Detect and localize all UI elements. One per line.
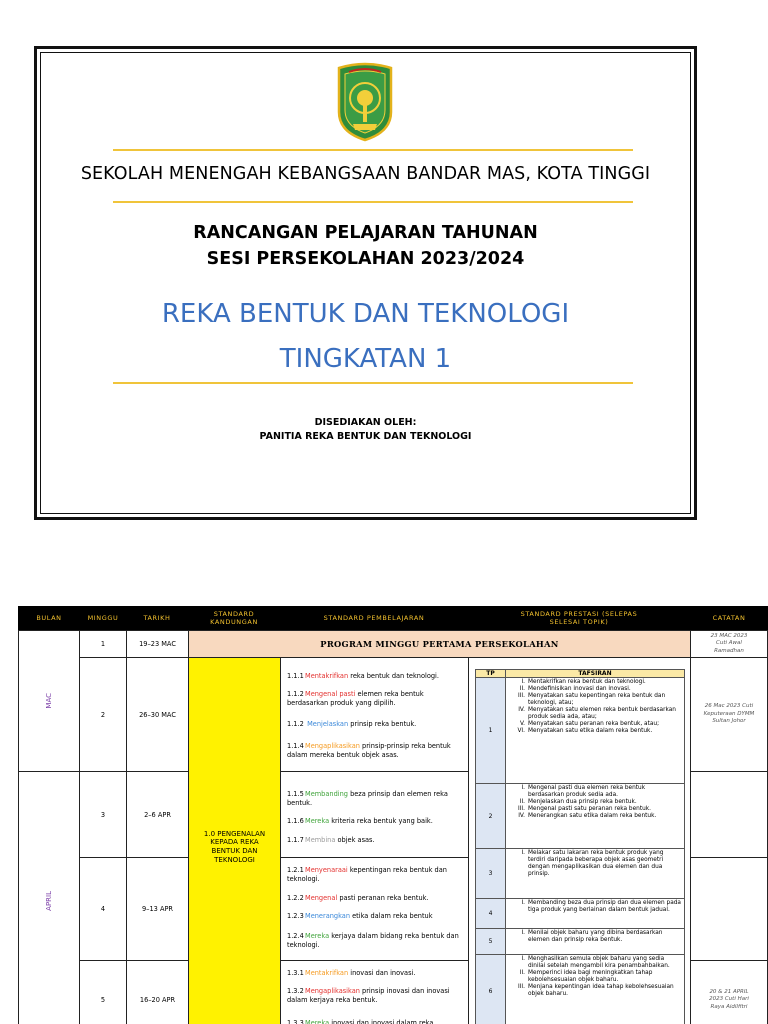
sp-item: 1.2.3Menerangkan etika dalam reka bentuk bbox=[287, 912, 433, 920]
standard-kandungan-topic: 1.0 PENGENALAN KEPADA REKA BENTUK DAN TEKNOLOGI bbox=[188, 657, 281, 1024]
tafsiran-text: I. Menghasilkan semula objek baharu yang sedia dinilai setelah mengambil kira penambahbaikan. II. Memperinci idea bagi meningkatkan tahap kebolehsesuaian objek baharu. III. Menjana kepentingan idea tahap kebolehsesuaian objek baharu. bbox=[505, 954, 685, 1024]
week-date: 9–13 APR bbox=[126, 857, 189, 961]
catatan-note: 20 & 21 APRIL 2023 Cuti Hari Raya Aidilfitri bbox=[690, 960, 768, 1024]
sp-item: 1.2.4Mereka kerjaya dalam bidang reka bentuk dan teknologi. bbox=[287, 932, 459, 949]
plan-title: RANCANGAN PELAJARAN TAHUNAN bbox=[193, 223, 538, 243]
week-date: 26–30 MAC bbox=[126, 657, 189, 772]
sp-item: 1.1.5Membanding beza prinsip dan elemen reka bentuk. bbox=[287, 790, 448, 807]
session-title: SESI PERSEKOLAHAN 2023/2024 bbox=[206, 249, 525, 269]
sp-item: 1.1.6Mereka kriteria reka bentuk yang baik. bbox=[287, 817, 433, 825]
sp-cell-week5 bbox=[280, 960, 469, 1024]
catatan-cell bbox=[690, 771, 768, 858]
week-date: 19–23 MAC bbox=[126, 630, 189, 658]
tp-level: 5 bbox=[475, 928, 506, 955]
month-label: APRIL bbox=[45, 891, 53, 911]
week-date: 16–20 APR bbox=[126, 960, 189, 1024]
header-catatan: CATATAN bbox=[690, 606, 768, 630]
tafsiran-text: I. Melakar satu lakaran reka bentuk produk yang terdiri daripada beberapa objek asas geometri dengan mengaplikasikan dua elemen dan dua prinsip. bbox=[505, 848, 685, 899]
sp-cell-week2 bbox=[280, 657, 469, 772]
divider-line bbox=[113, 201, 633, 203]
divider-line bbox=[113, 149, 633, 151]
tp-level: 6 bbox=[475, 954, 506, 1024]
week-number: 1 bbox=[79, 630, 127, 658]
week-number: 3 bbox=[79, 771, 127, 858]
tafsiran-text: I. Membanding beza dua prinsip dan dua elemen pada tiga produk yang berlainan dalam bentuk jadual. bbox=[505, 898, 685, 929]
tafsiran-text: I. Menilai objek baharu yang dibina berdasarkan elemen dan prinsip reka bentuk. bbox=[505, 928, 685, 955]
header-standard-kandungan: STANDARD KANDUNGAN bbox=[188, 606, 280, 630]
tafsiran-header: TAFSIRAN bbox=[505, 669, 685, 678]
catatan-note: 26 Mac 2023 Cuti Keputeraan DYMM Sultan Johor bbox=[690, 657, 768, 772]
tp-level: 3 bbox=[475, 848, 506, 899]
tp-header: TP bbox=[475, 669, 506, 678]
header-minggu: MINGGU bbox=[80, 606, 126, 630]
month-label: MAC bbox=[45, 693, 53, 709]
sp-item: 1.1.2Mengenal pasti elemen reka bentuk berdasarkan produk yang dipilih. bbox=[287, 690, 424, 707]
sp-item: 1.3.2Mengaplikasikan prinsip inovasi dan inovasi dalam kerjaya reka bentuk. bbox=[287, 987, 450, 1004]
sp-item: 1.1.2 Menjelaskan prinsip reka bentuk. bbox=[287, 720, 417, 728]
subject-title: REKA BENTUK DAN TEKNOLOGI bbox=[161, 299, 570, 329]
tafsiran-text: I. Mentakrifkan reka bentuk dan teknologi. II. Mendefinisikan inovasi dan inovasi. III. Menyatakan satu kepentingan reka bentuk dan teknologi, atau; IV. Menyatakan satu elemen reka bentuk berdasarkan produk sedia ada, atau; V. Menyatakan satu peranan reka bentuk, atau; VI. Menyatakan satu etika dalam reka bentuk. bbox=[505, 677, 685, 784]
catatan-note: 23 MAC 2023 Cuti Awal Ramadhan bbox=[690, 630, 768, 658]
header-standard-prestasi: STANDARD PRESTASI (SELEPAS SELESAI TOPIK) bbox=[468, 606, 690, 630]
lesson-plan-table bbox=[18, 606, 768, 1024]
cover-inner-frame bbox=[40, 52, 691, 514]
tp-level: 4 bbox=[475, 898, 506, 929]
month-cell-april bbox=[18, 771, 80, 1024]
catatan-cell bbox=[690, 857, 768, 961]
cover-frame bbox=[34, 46, 697, 520]
month-cell-mac bbox=[18, 630, 80, 772]
form-title: TINGKATAN 1 bbox=[279, 344, 452, 374]
prepared-by: PANITIA REKA BENTUK DAN TEKNOLOGI bbox=[259, 431, 472, 442]
program-banner: PROGRAM MINGGU PERTAMA PERSEKOLAHAN bbox=[188, 630, 691, 658]
tp-level: 2 bbox=[475, 783, 506, 849]
sp-cell-week3 bbox=[280, 771, 469, 858]
sp-item: 1.1.7Membina objek asas. bbox=[287, 836, 375, 844]
tafsiran-text: I. Mengenal pasti dua elemen reka bentuk berdasarkan produk sedia ada. II. Menjelaskan dua prinsip reka bentuk. III. Mengenal pasti satu peranan reka bentuk. IV. Menerangkan satu etika dalam reka bentuk. bbox=[505, 783, 685, 849]
sp-item: 1.3.1Mentakrifkan inovasi dan inovasi. bbox=[287, 969, 416, 977]
prepared-label: DISEDIAKAN OLEH: bbox=[314, 417, 417, 428]
sp-item: 1.3.3Mereka inovasi dan inovasi dalam reka bbox=[287, 1019, 434, 1024]
tp-level: 1 bbox=[475, 677, 506, 784]
sp-cell-week4 bbox=[280, 857, 469, 961]
week-date: 2–6 APR bbox=[126, 771, 189, 858]
week-number: 5 bbox=[79, 960, 127, 1024]
week-number: 4 bbox=[79, 857, 127, 961]
sp-item: 1.2.1Menyenaraai kepentingan reka bentuk dan teknologi. bbox=[287, 866, 447, 883]
school-crest-logo bbox=[335, 62, 395, 142]
divider-line bbox=[113, 382, 633, 384]
header-bulan: BULAN bbox=[18, 606, 80, 630]
header-tarikh: TARIKH bbox=[126, 606, 188, 630]
sp-item: 1.1.4Mengaplikasikan prinsip-prinsip reka bentuk dalam mereka bentuk objek asas. bbox=[287, 742, 451, 759]
sp-item: 1.2.2Mengenal pasti peranan reka bentuk. bbox=[287, 894, 429, 902]
header-standard-pembelajaran: STANDARD PEMBELAJARAN bbox=[280, 606, 468, 630]
school-name: SEKOLAH MENENGAH KEBANGSAAN BANDAR MAS, KOTA TINGGI bbox=[80, 164, 651, 184]
sp-item: 1.1.1Mentakrifkan reka bentuk dan teknologi. bbox=[287, 672, 439, 680]
week-number: 2 bbox=[79, 657, 127, 772]
